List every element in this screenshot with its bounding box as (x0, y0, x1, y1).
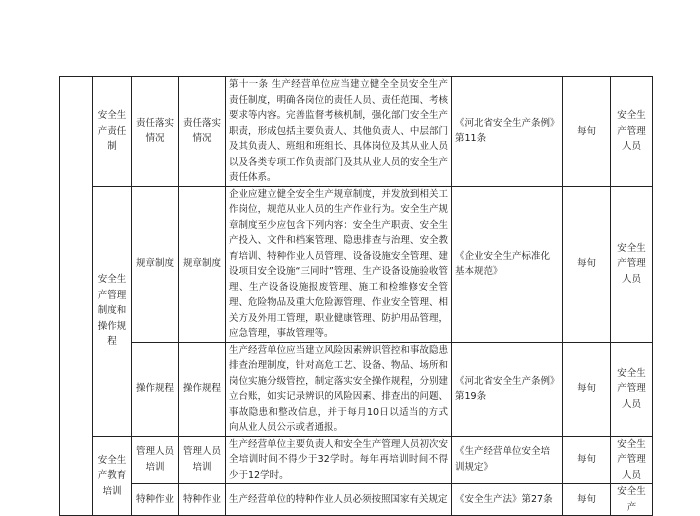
requirement-cell: 生产经营单位应当建立风险因素辨识管控和事故隐患排查治理制度，针对高危工艺、设备、物品、场所和岗位实施分级管控，制定落实安全操作规程，分别建立台账，如实记录辨识的风险因素、排查出的问题、事故隐患和整改信息，并于每月10日以适当的方式向从业人员公示或者通报。 (226, 342, 452, 436)
table-row (60, 342, 653, 436)
basis-cell: 《生产经营单位安全培训规定》 (452, 436, 563, 484)
item-cell: 规章制度 (132, 186, 179, 342)
basis-cell: 《企业安全生产标准化基本规范》 (452, 186, 563, 342)
category-cell: 安全生产责任制 (93, 77, 132, 187)
content-cell: 特种作业 (179, 484, 226, 516)
table-row (60, 436, 653, 484)
requirement-cell: 生产经营单位主要负责人和安全生产管理人员初次安全培训时间不得少于32学时。每年再培训时间不得少于12学时。 (226, 436, 452, 484)
content-cell: 规章制度 (179, 186, 226, 342)
empty-cell (60, 77, 93, 516)
inspection-table (59, 76, 653, 516)
category-cell: 安全生产管理制度和操作规程 (93, 186, 132, 436)
frequency-cell: 每旬 (563, 484, 611, 516)
content-cell: 责任落实情况 (179, 77, 226, 187)
responsible-cell: 安全生产管理人员 (611, 342, 653, 436)
item-cell: 管理人员培训 (132, 436, 179, 484)
table-row (60, 484, 653, 516)
item-cell: 责任落实情况 (132, 77, 179, 187)
frequency-cell: 每旬 (563, 186, 611, 342)
category-cell: 安全生产教育培训 (93, 436, 132, 516)
inspection-table-page (59, 76, 653, 516)
content-cell: 操作规程 (179, 342, 226, 436)
content-cell: 管理人员培训 (179, 436, 226, 484)
item-cell: 操作规程 (132, 342, 179, 436)
table-row (60, 77, 653, 187)
basis-cell: 《河北省安全生产条例》第11条 (452, 77, 563, 187)
requirement-cell: 企业应建立健全安全生产规章制度，并发放到相关工作岗位，规范从业人员的生产作业行为。安全生产规章制度至少应包含下列内容：安全生产职责、安全生产投入、文件和档案管理、隐患排查与治理、安全教育培训、特种作业人员管理、设备设施安全管理、建设项目安全设施“三同时”管理、生产设备设施验收管理、生产设备设施报废管理、施工和检维修安全管理、危险物品及重大危险源管理、作业安全管理、相关方及外用工管理，职业健康管理、防护用品管理，应急管理，事故管理等。 (226, 186, 452, 342)
responsible-cell: 安全生产管理人员 (611, 186, 653, 342)
requirement-cell: 第十一条 生产经营单位应当建立健全全员安全生产责任制度，明确各岗位的责任人员、责任范围、考核要求等内容。完善监督考核机制，强化部门安全生产职责，形成包括主要负责人、其他负责人、中层部门及其负责人、班组和班组长、具体岗位及其从业人员以及各类专项工作负责部门及其从业人员的安全生产责任体系。 (226, 77, 452, 187)
item-cell: 特种作业 (132, 484, 179, 516)
basis-cell: 《安全生产法》第27条 (452, 484, 563, 516)
responsible-cell: 安全生产管理人员 (611, 436, 653, 484)
frequency-cell: 每旬 (563, 436, 611, 484)
responsible-cell: 安全生产 (611, 484, 653, 516)
table-row (60, 186, 653, 342)
requirement-cell: 生产经营单位的特种作业人员必须按照国家有关规定 (226, 484, 452, 516)
frequency-cell: 每旬 (563, 77, 611, 187)
basis-cell: 《河北省安全生产条例》第19条 (452, 342, 563, 436)
frequency-cell: 每旬 (563, 342, 611, 436)
responsible-cell: 安全生产管理人员 (611, 77, 653, 187)
